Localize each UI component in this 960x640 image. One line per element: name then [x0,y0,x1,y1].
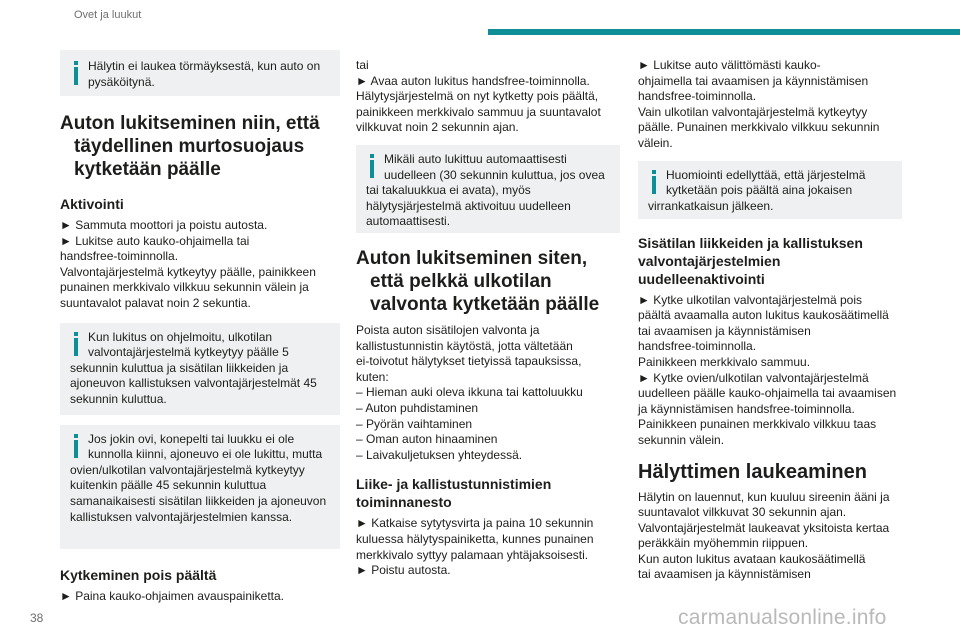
note-text: Huomiointi edellyttää, että järjestelmä kytketään pois päältä aina jokaisen virrankatkaisun jälkeen. [648,167,866,213]
paragraph [356,516,620,578]
note-text: Jos jokin ovi, konepelti tai luukku ei ole kunnolla kiinni, ajoneuvo ei ole lukittu, mutta ovien/ulkotilan valvontajärjestelmä kytkeytyy kuitenkin päälle 45 sekunnin kuluttua samanaikaisesti sisätilan liikkeiden ja ajoneuvon kallistuksen valvontajärjestelmien kanssa. [70,431,327,524]
text-line: ► Lukitse auto välittömästi kauko- [638,58,821,72]
text-line: Hälytysjärjestelmä on nyt kytketty pois päältä, [356,89,599,104]
text-line: ► Kytke ovien/ulkotilan valvontajärjestelmä [638,370,869,385]
text-line: Valvontajärjestelmä kytkeytyy päälle, painikkeen [60,264,316,279]
text-line: kallistustunnistin käytöstä, jotta vältetään [356,338,573,353]
text-line: Poista auton sisätilojen valvonta ja [356,322,540,337]
text-line: ja käynnistämisen handsfree-toiminnolla. [638,401,855,416]
info-icon [366,154,378,179]
text-line: Hälytin on lauennut, kun kuuluu sireenin ääni ja [638,489,890,504]
text-line: kuluessa hälytyspainiketta, kunnes punainen [356,531,594,546]
text-line: suuntavalot palavat noin 2 sekuntia. [60,295,251,310]
text-line: vilkkuvat noin 2 sekunnin ajan. [356,120,519,135]
off-text: ► Paina kauko-ohjaimen avauspainiketta. [60,588,285,603]
text-line: tai avaamisen ja käynnistämisen [638,567,811,582]
text-line: välein. [638,135,673,150]
text-line: punainen merkkivalo vilkkuu sekunnin välein ja [60,280,309,295]
info-note [60,425,340,549]
text-line: ohjaimella tai avaamisen ja käynnistämisen [638,73,869,88]
text-line: ► Poistu autosta. [356,563,451,578]
info-icon [70,434,82,459]
info-icon [70,332,82,357]
text-line: uudelleen päälle kauko-ohjaimella tai avaamisen [638,386,897,401]
info-note [356,145,620,233]
text-line: kuten: [356,369,389,384]
column-2 [356,58,620,579]
text-line: ► Lukitse auto kauko-ohjaimella tai [60,233,250,248]
subheading-off: Kytkeminen pois päältä [60,566,217,583]
subheading-activation: Aktivointi [60,196,124,212]
text-line: tai [356,58,369,72]
watermark: carmanualsonline.info [678,606,887,629]
column-1 [60,50,340,604]
paragraph [356,323,620,463]
text-line: handsfree-toiminnolla. [638,89,757,104]
info-icon [648,170,660,195]
list-item: – Auton puhdistaminen [356,400,479,415]
text-line: ► Kytke ulkotilan valvontajärjestelmä pois [638,292,862,307]
text-line: handsfree-toiminnolla. [638,339,757,354]
subheading: Sisätilan liikkeiden ja kallistuksen valvontajärjestelmien uudelleenaktivointi [638,234,863,287]
info-note [60,50,340,96]
paragraph [638,58,902,152]
text-line: painikkeen merkkivalo sammuu ja suuntavalot [356,104,601,119]
text-line: sekunnin välein. [638,432,725,447]
info-note [638,161,902,219]
note-text: Kun lukitus on ohjelmoitu, ulkotilan valvontajärjestelmä kytkeytyy päälle 5 sekunnin kuluttua ja sisätilan liikkeiden ja ajoneuvon kallistuksen valvontajärjestelmät 45 sekunnin kuluttua. [70,329,317,406]
header-accent-bar [488,29,960,35]
text-line: handsfree-toiminnolla. [60,249,179,264]
text-line: suuntavalot vilkkuvat 30 sekunnin ajan. [638,505,847,520]
note-text: Hälytin ei laukea törmäyksestä, kun auto on pysäköitynä. [88,59,321,89]
text-line: ► Avaa auton lukitus handsfree-toiminnolla. [356,73,590,88]
text-line: merkkivalo syttyy palamaan yhtäjaksoisesti. [356,547,589,562]
text-line: Painikkeen punainen merkkivalo vilkkuu taas [638,417,877,432]
text-line: Kun auton lukitus avataan kaukosäätimellä [638,551,866,566]
activation-text [60,218,340,312]
column-3 [638,58,902,583]
subheading: Liike- ja kallistustunnistimien toiminnanesto [356,476,552,511]
info-note [60,323,340,415]
text-line: Painikkeen merkkivalo sammuu. [638,354,811,369]
text-line: ► Katkaise sytytysvirta ja paina 10 sekunnin [356,516,594,531]
list-item: – Laivakuljetuksen yhteydessä. [356,447,523,462]
text-line: ► Sammuta moottori ja poistu autosta. [60,218,268,232]
list-item: – Oman auton hinaaminen [356,432,498,447]
paragraph [638,293,902,449]
text-line: ei-toivotut hälytykset tietyissä tapauksissa, [356,354,582,369]
text-line: Vain ulkotilan valvontajärjestelmä kytkeytyy [638,104,868,119]
paragraph [356,58,620,136]
page-number: 38 [30,611,44,625]
info-icon [70,61,82,86]
list-item: – Pyörän vaihtaminen [356,416,473,431]
running-header: Ovet ja luukut [74,9,142,21]
section-heading: Auton lukitseminen siten, että pelkkä ulkotilan valvonta kytketään päälle [356,247,600,315]
text-line: Valvontajärjestelmät laukeavat yksitoista kertaa [638,520,890,535]
text-line: peräkkäin myöhemmin riippuen. [638,536,809,551]
note-text: Mikäli auto lukittuu automaattisesti uudelleen (30 sekunnin kuluttua, jos ovea tai takaluukkua ei avata), myös hälytysjärjestelmä aktivoituu uudelleen automaattisesti. [366,151,605,229]
text-line: päältä avaamalla auton lukitus kaukosäätimellä [638,308,889,323]
text-line: tai avaamisen ja käynnistämisen [638,323,811,338]
text-line: päälle. Punainen merkkivalo vilkkuu sekunnin [638,120,880,135]
list-item: – Hieman auki oleva ikkuna tai kattoluukku [356,385,583,400]
paragraph [638,490,902,584]
section-heading: Auton lukitseminen niin, että täydellinen murtosuojaus kytketään päälle [60,113,320,180]
section-heading: Hälyttimen laukeaminen [638,460,867,483]
